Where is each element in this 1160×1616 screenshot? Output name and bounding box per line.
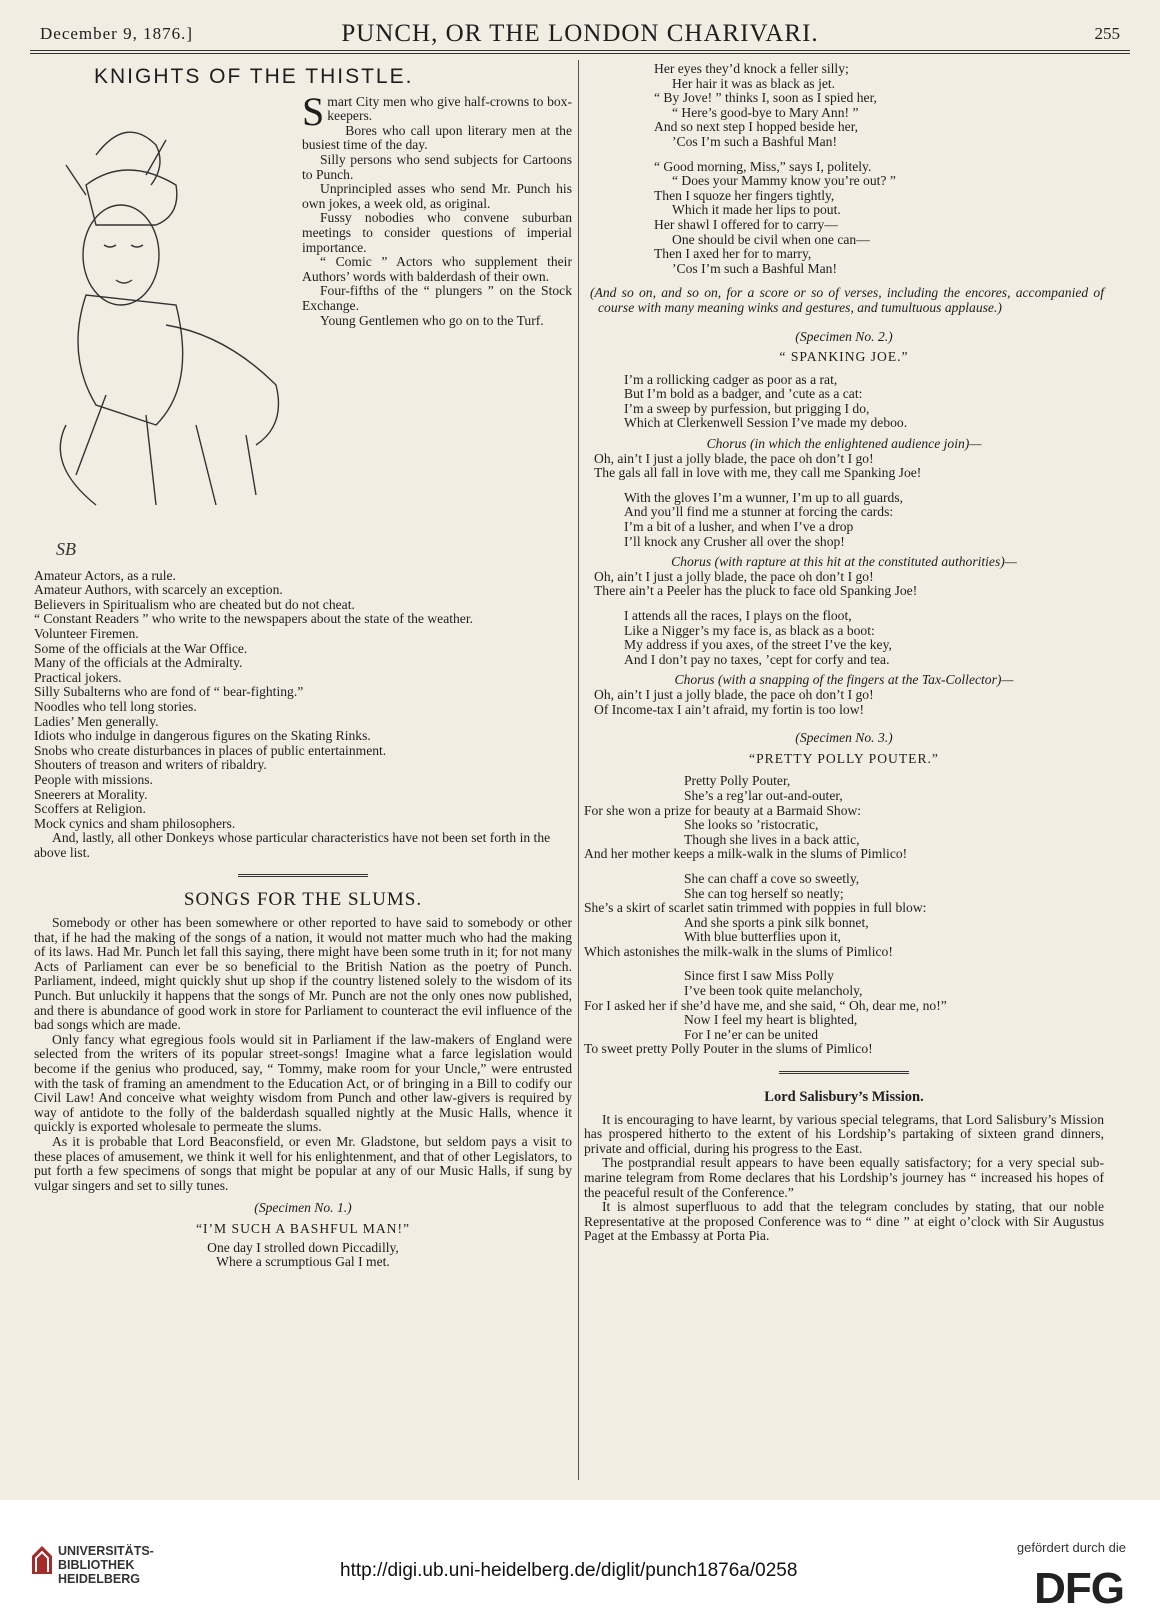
bashful-stanza-2 (654, 160, 1104, 277)
verse-line: Oh, ain’t I just a jolly blade, the pace oh don’t I go! (594, 568, 874, 584)
salisbury-paragraph: It is almost superfluous to add that the telegram concludes by stating, that our noble Representative at the proposed Conference was to “ dine ” at eight o’clock with Sir Augustus Paget at the Embassy at Porta Pia. (584, 1199, 1104, 1244)
knights-item: “ Comic ” Actors who supplement their Authors’ words with balderdash of their own. (302, 254, 572, 284)
knights-item: Silly Subalterns who are fond of “ bear-fighting.” (34, 684, 304, 700)
verse-line: My address if you axes, of the street I’ve the key, (624, 637, 892, 653)
polly-stanza-1 (584, 774, 1104, 862)
verse-line: One day I strolled down Piccadilly, (207, 1239, 399, 1255)
knights-item: “ Constant Readers ” who write to the newspapers about the state of the weather. (34, 611, 474, 627)
spanking-stanza-1 (624, 373, 1104, 431)
library-name (58, 1544, 154, 1586)
verse-line: I’ll knock any Crusher all over the shop! (624, 533, 845, 549)
permalink[interactable]: http://digi.ub.uni-heidelberg.de/diglit/punch1876a/0258 (340, 1560, 798, 1581)
knights-item: mart City men who give half-crowns to box-keepers. (327, 93, 572, 124)
polly-stanza-2 (584, 872, 1104, 960)
issue-date: December 9, 1876.] (40, 24, 194, 43)
publication-title: PUNCH, OR THE LONDON CHARIVARI. (341, 20, 819, 47)
knights-item: Many of the officials at the Admiralty. (34, 655, 243, 671)
verse-line: And so next step I hopped beside her, (654, 119, 859, 135)
verse-line: But I’m bold as a badger, and ’cute as a cat: (624, 386, 863, 402)
verse-line: To sweet pretty Polly Pouter in the slums of Pimlico! (584, 1041, 873, 1057)
chorus-label: Chorus (with rapture at this hit at the constituted authorities)— (671, 554, 1017, 570)
knights-item: Some of the officials at the War Office. (34, 640, 248, 656)
verse-line: With blue butterflies upon it, (684, 929, 841, 945)
knights-title: KNIGHTS OF THE THISTLE. (94, 65, 414, 88)
knights-item: Shouters of treason and writers of ribaldry. (34, 757, 267, 773)
chorus-2 (594, 570, 1104, 599)
verse-line: Then I squoze her fingers tightly, (654, 187, 835, 203)
verse-line: “ Does your Mammy know you’re out? ” (672, 173, 896, 189)
salisbury-title: Lord Salisbury’s Mission. (764, 1089, 924, 1106)
knights-item: Idiots who indulge in dangerous figures on the Skating Rinks. (34, 728, 371, 744)
verse-line: Her eyes they’d knock a feller silly; (654, 61, 849, 76)
verse-line: Oh, ain’t I just a jolly blade, the pace oh don’t I go! (594, 450, 874, 466)
verse-line: Since first I saw Miss Polly (684, 968, 834, 984)
verse-line: And you’ll find me a stunner at forcing the cards: (624, 504, 894, 520)
knights-item: Bores who call upon literary men at the busiest time of the day. (302, 122, 572, 153)
verse-line: ’Cos I’m such a Bashful Man! (672, 260, 837, 276)
verse-line: For I asked her if she’d have me, and she said, “ Oh, dear me, no!” (584, 997, 947, 1013)
verse-line: She’s a reg’lar out-and-outer, (684, 787, 843, 803)
knights-item: Scoffers at Religion. (34, 801, 146, 817)
knights-item: Fussy nobodies who convene suburban meetings to consider questions of imperial importance. (302, 210, 572, 255)
salisbury-paragraph: The postprandial result appears to have been equally satisfactory; for a very special sub-marine telegram from Rome declares that his Lordship’s journey has “ increased his hopes of the peaceful result of the Conference.” (584, 1155, 1104, 1200)
verse-line: I attends all the races, I plays on the floot, (624, 608, 852, 623)
verse-line: She’s a skirt of scarlet satin trimmed with poppies in full blow: (584, 900, 927, 916)
songs-paragraph: As it is probable that Lord Beaconsfield, or even Mr. Gladstone, but seldom pays a visit to these places of amusement, we think it well for his enlightenment, and that of other Legislators, to put forth a few specimens of songs that might be popular at any of our Music Halls, if sung by vulgar singers and set to silly tunes. (34, 1133, 572, 1193)
verse-line: For I ne’er can be united (684, 1026, 818, 1042)
stage-note: (And so on, and so on, for a score or so of verses, including the encores, accompanied of course with many meaning winks and gestures, and tumultuous applause.) (590, 285, 1104, 315)
knights-list (34, 569, 572, 861)
artist-signature: SB (56, 538, 76, 559)
chorus-label: Chorus (with a snapping of the fingers at the Tax-Collector)— (674, 672, 1014, 688)
song-title: “ SPANKING JOE.” (779, 349, 909, 365)
verse-line: Her shawl I offered for to carry— (654, 216, 838, 232)
donkey-illustration (26, 95, 296, 565)
header-rule (30, 50, 1130, 51)
verse-line: Where a scrumptious Gal I met. (216, 1254, 390, 1270)
song-title: “I’M SUCH A BASHFUL MAN!” (195, 1220, 411, 1236)
verse-line: Of Income-tax I ain’t afraid, my fortin is too low! (594, 701, 865, 717)
knights-item: Sneerers at Morality. (34, 786, 148, 802)
verse-line: And I don’t pay no taxes, ’cept for corfy and tea. (624, 651, 890, 667)
verse-line: She can tog herself so neatly; (684, 885, 844, 901)
chorus-label: Chorus (in which the enlightened audience join)— (706, 436, 982, 452)
verse-line: “ By Jove! ” thinks I, soon as I spied her, (654, 90, 877, 106)
bashful-stanza-1 (654, 62, 1104, 150)
songs-paragraph: Only fancy what egregious fools would sit in Parliament if the law-makers of England were selected from the writers of its popular street-songs! Imagine what a farce legislation would become if the genius who produced, say, “ Tommy, make room for your Uncle,” were entrusted with the task of framing an amendment to the Education Act, or of bringing in a Bill to codify our Civil Law! And conceive what weighty wisdom from Punch and other law-givers is required by way of antidote to the folly of the balderdash squalled nightly at the Music Halls, whence it quickly is exported wholesale to permeate the slums. (34, 1031, 572, 1135)
library-name-line: BIBLIOTHEK (58, 1558, 135, 1572)
library-name-line: UNIVERSITÄTS- (58, 1544, 154, 1558)
specimen-label: (Specimen No. 2.) (795, 328, 893, 344)
knights-item: Young Gentlemen who go on to the Turf. (320, 312, 544, 328)
page-header (30, 18, 1130, 50)
page-number: 255 (1094, 24, 1120, 43)
verse-line: She can chaff a cove so sweetly, (684, 870, 860, 886)
verse-line: Oh, ain’t I just a jolly blade, the pace oh don’t I go! (594, 686, 874, 702)
verse-line: Which it made her lips to pout. (672, 202, 841, 218)
salisbury-paragraph: It is encouraging to have learnt, by various special telegrams, that Lord Salisbury’s Mission has prospered hitherto to the extent of his Lordship’s partaking of sixteen grand dinners, private and official, during his progress to the East. (584, 1111, 1104, 1156)
verse-line: For she won a prize for beauty at a Barmaid Show: (584, 802, 862, 818)
verse-line: With the gloves I’m a wunner, I’m up to all guards, (624, 489, 904, 505)
verse-line: She looks so ’ristocratic, (684, 817, 819, 833)
verse-line: “ Here’s good-bye to Mary Ann! ” (672, 104, 859, 120)
specimen-label: (Specimen No. 3.) (795, 730, 893, 746)
verse-line: I’m a sweep by purfession, but prigging I do, (624, 400, 870, 416)
verse-line: Pretty Polly Pouter, (684, 773, 791, 789)
knights-item: Ladies’ Men generally. (34, 713, 159, 729)
header-rule-thin (30, 53, 1130, 54)
verse-line: Which astonishes the milk-walk in the slums of Pimlico! (584, 943, 893, 959)
left-column (34, 62, 572, 1270)
verse-line: Then I axed her for to marry, (654, 246, 812, 262)
verse-line: And she sports a pink silk bonnet, (684, 914, 869, 930)
verse-line: ’Cos I’m such a Bashful Man! (672, 133, 837, 149)
spanking-stanza-2 (624, 491, 1104, 549)
library-name-line: HEIDELBERG (58, 1572, 140, 1586)
verse-line: I’m a rollicking cadger as poor as a rat, (624, 371, 838, 387)
column-divider (578, 60, 579, 1480)
knights-item: And, lastly, all other Donkeys whose particular characteristics have not been set forth in the above list. (34, 830, 551, 860)
funded-by-label: gefördert durch die (1016, 1540, 1126, 1555)
verse-line: I’m a bit of a lusher, and when I’ve a drop (624, 519, 854, 535)
songs-paragraph: Somebody or other has been somewhere or other reported to have said to somebody or other that, if he had the making of the songs of a nation, it would not matter much who had the making of its laws. Had Mr. Punch let fall this saying, there might have been some truth in it; for not many Acts of Parliament can ever be so beneficial to the British Nation as the poetry of Punch. Parliament, indeed, might quickly shut up shop if the country listened solely to the wisdom of its Punch. But unluckily it happens that the songs of Mr. Punch are not the only ones now published, and there is abundance of good work in store for Parliament to counteract the evil influence of the bad songs which are made. (34, 915, 572, 1033)
knights-item: Unprincipled asses who send Mr. Punch his own jokes, a week old, as original. (302, 181, 572, 211)
dfg-logo: DFG (1034, 1564, 1124, 1613)
chorus-3 (594, 688, 1104, 717)
songs-title: SONGS FOR THE SLUMS. (183, 889, 423, 911)
knights-item: Noodles who tell long stories. (34, 698, 197, 714)
section-separator (779, 1071, 909, 1076)
verse-line: Like a Nigger’s my face is, as black as a boot: (624, 622, 875, 638)
knights-item: Four-fifths of the “ plungers ” on the Stock Exchange. (302, 283, 572, 313)
verse-line: Though she lives in a back attic, (684, 831, 860, 847)
section-separator (238, 874, 368, 879)
verse-line: One should be civil when one can— (672, 231, 870, 247)
verse-line: I’ve been took quite melancholy, (684, 983, 863, 999)
verse-line: There ain’t a Peeler has the pluck to face old Spanking Joe! (594, 583, 918, 599)
knights-item: Believers in Spiritualism who are cheated but do not cheat. (34, 596, 355, 612)
knights-item: Volunteer Firemen. (34, 625, 139, 641)
knights-item: Amateur Actors, as a rule. (34, 567, 176, 583)
digitization-footer (0, 1500, 1160, 1616)
drop-cap: S (302, 88, 325, 134)
specimen-label: (Specimen No. 1.) (254, 1200, 352, 1216)
spanking-stanza-3 (624, 609, 1104, 667)
knights-item: Practical jokers. (34, 669, 122, 685)
verse-line: The gals all fall in love with me, they call me Spanking Joe! (594, 465, 922, 481)
knights-item: Silly persons who send subjects for Cartoons to Punch. (302, 151, 572, 182)
polly-stanza-3 (584, 969, 1104, 1057)
knights-item: Mock cynics and sham philosophers. (34, 815, 236, 831)
verse-line: And her mother keeps a milk-walk in the slums of Pimlico! (584, 846, 908, 862)
library-logo-icon (30, 1542, 54, 1576)
right-column (584, 62, 1104, 1244)
verse-line: Her hair it was as black as jet. (672, 75, 836, 91)
verse-line: “ Good morning, Miss,” says I, politely. (654, 158, 872, 174)
song-title: “PRETTY POLLY POUTER.” (749, 750, 939, 766)
chorus-1 (594, 452, 1104, 481)
knights-item: Amateur Authors, with scarcely an exception. (34, 582, 283, 598)
verse-line: Which at Clerkenwell Session I’ve made my deboo. (624, 415, 908, 431)
knights-item: Snobs who create disturbances in places of public entertainment. (34, 742, 387, 758)
knights-item: People with missions. (34, 771, 153, 787)
verse-line: Now I feel my heart is blighted, (684, 1012, 858, 1028)
